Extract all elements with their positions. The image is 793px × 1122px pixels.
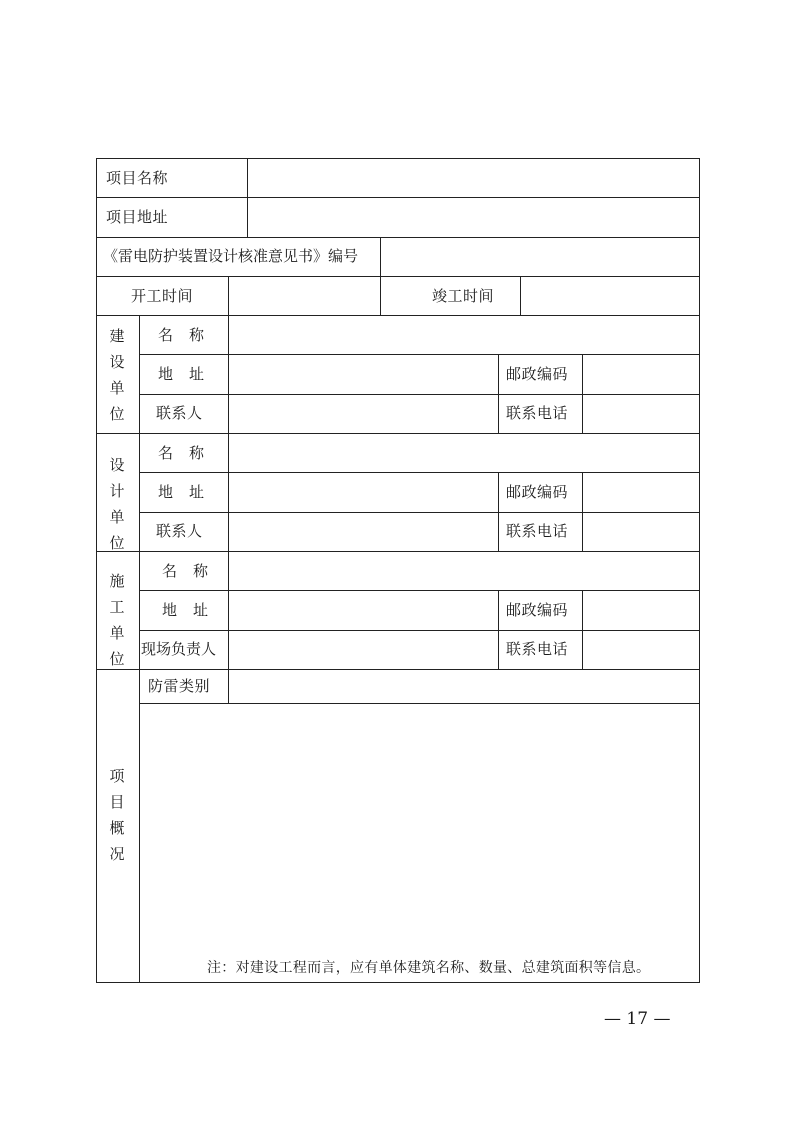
lightning-category-field[interactable]	[230, 671, 698, 702]
start-time-label: 开工时间	[131, 287, 194, 305]
construction-unit-title	[107, 323, 127, 427]
construction-unit-phone-field[interactable]	[584, 396, 698, 432]
construction-unit-name-field[interactable]	[230, 317, 698, 353]
construction-unit-address-field[interactable]	[230, 356, 497, 393]
builder-unit-phone-label: 联系电话	[506, 640, 569, 658]
builder-unit-address-label: 地 址	[162, 601, 209, 619]
construction-unit-postcode-field[interactable]	[584, 356, 698, 393]
project-address-field[interactable]	[249, 199, 698, 236]
design-unit-address-field[interactable]	[230, 474, 497, 511]
title-char: 概	[109, 819, 125, 837]
project-name-label: 项目名称	[106, 169, 169, 187]
title-char: 单	[109, 379, 125, 397]
project-address-label: 项目地址	[106, 208, 169, 226]
design-unit-postcode-label: 邮政编码	[506, 483, 569, 501]
start-time-field[interactable]	[230, 278, 379, 314]
construction-unit-name-label: 名 称	[158, 326, 205, 344]
builder-unit-title	[107, 568, 127, 672]
builder-unit-postcode-field[interactable]	[584, 592, 698, 629]
builder-unit-phone-field[interactable]	[584, 632, 698, 668]
builder-unit-address-field[interactable]	[230, 592, 497, 629]
overview-textarea[interactable]	[141, 705, 698, 955]
construction-unit-contact-label: 联系人	[156, 404, 203, 422]
title-char: 单	[109, 508, 125, 526]
column-divider	[498, 590, 499, 670]
project-name-field[interactable]	[249, 160, 698, 196]
design-unit-contact-label: 联系人	[156, 522, 203, 540]
page-number: — 17 —	[604, 1009, 671, 1029]
table-border-right	[699, 158, 700, 983]
builder-unit-site-manager-label: 现场负责人	[141, 640, 217, 658]
design-opinion-number-label: 《雷电防护装置设计核准意见书》编号	[103, 247, 359, 265]
design-unit-title	[107, 452, 127, 556]
title-char: 位	[109, 534, 125, 552]
title-char: 工	[109, 598, 125, 616]
completion-time-field[interactable]	[522, 278, 698, 314]
construction-unit-phone-label: 联系电话	[506, 404, 569, 422]
column-divider	[498, 472, 499, 552]
title-char: 项	[109, 767, 125, 785]
design-unit-postcode-field[interactable]	[584, 474, 698, 511]
design-unit-phone-field[interactable]	[584, 514, 698, 550]
design-opinion-number-field[interactable]	[382, 239, 698, 275]
title-char: 位	[109, 405, 125, 423]
design-unit-address-label: 地 址	[158, 483, 205, 501]
title-char: 位	[109, 650, 125, 668]
builder-unit-name-field[interactable]	[230, 553, 698, 589]
builder-unit-postcode-label: 邮政编码	[506, 601, 569, 619]
construction-unit-address-label: 地 址	[158, 365, 205, 383]
builder-unit-site-manager-field[interactable]	[230, 632, 497, 668]
lightning-category-label: 防雷类别	[148, 677, 211, 695]
title-char: 目	[109, 793, 125, 811]
title-char: 设	[109, 456, 125, 474]
construction-unit-contact-field[interactable]	[230, 396, 497, 432]
table-border-bottom	[96, 982, 700, 983]
table-border-left	[96, 158, 97, 983]
design-unit-name-field[interactable]	[230, 435, 698, 471]
column-divider	[498, 354, 499, 434]
title-char: 况	[109, 845, 125, 863]
design-unit-phone-label: 联系电话	[506, 522, 569, 540]
design-unit-contact-field[interactable]	[230, 514, 497, 550]
overview-title	[107, 763, 127, 867]
completion-time-label: 竣工时间	[432, 287, 495, 305]
title-char: 单	[109, 624, 125, 642]
overview-note: 注：对建设工程而言，应有单体建筑名称、数量、总建筑面积等信息。	[207, 960, 651, 976]
design-unit-name-label: 名 称	[158, 444, 205, 462]
builder-unit-name-label: 名 称	[162, 562, 209, 580]
title-char: 建	[109, 327, 125, 345]
title-char: 施	[109, 572, 125, 590]
construction-unit-postcode-label: 邮政编码	[506, 365, 569, 383]
title-char: 设	[109, 353, 125, 371]
title-char: 计	[109, 482, 125, 500]
